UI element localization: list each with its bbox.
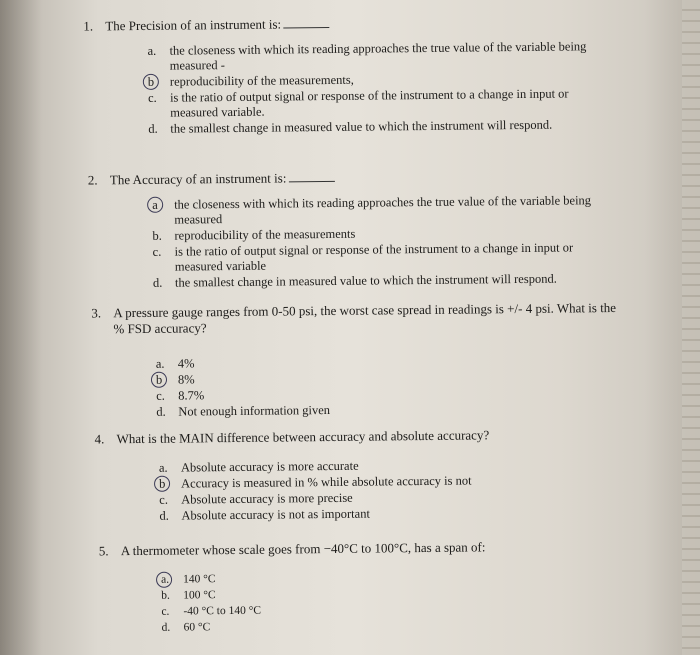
option-c: c. is the ratio of output signal or response of the instrument to a change in input or measured variable. [147,86,569,120]
option-c: c. Absolute accuracy is more precise [159,490,353,507]
option-a: a. the closeness with which its reading approaches the true value of the variable being measured - [147,39,587,73]
quiz-sheet [40,0,689,655]
question-number: 3. [91,305,102,321]
question-4 [95,426,626,526]
question-number: 4. [94,431,105,447]
option-d: d. Not enough information given [156,402,331,419]
option-d: d. 60 °C [161,621,211,634]
answer-blank [283,16,329,28]
question-number: 5. [98,543,109,559]
option-b: b Accuracy is measured in % while absolute accuracy is not [159,472,599,492]
option-c: c. -40 °C to 140 °C [161,604,262,618]
question-2 [88,167,649,293]
option-a: a. Absolute accuracy is more accurate [158,458,359,475]
option-b: b. 100 °C [161,589,216,602]
selected-answer-circle [143,74,159,90]
question-number: 1. [83,18,94,34]
selected-answer-circle [154,476,170,492]
option-d: d. Absolute accuracy is not as important [159,506,370,523]
option-d: d. the smallest change in measured value to which the instrument will respond. [152,271,557,290]
option-a: a. 4% [155,356,195,371]
selected-answer-circle [147,197,163,213]
answer-blank [288,170,334,182]
option-c: c. 8.7% [156,388,205,403]
option-a: a. 140 °C [161,570,461,588]
option-c: c. is the ratio of output signal or response of the instrument to a change in input or measured variable [152,240,574,274]
selected-answer-circle [156,572,172,588]
question-3 [91,300,622,422]
question-text: A pressure gauge ranges from 0-50 psi, the worst case spread in readings is +/- 4 psi. What is the % FSD accuracy? [113,299,617,337]
question-text: What is the MAIN difference between accuracy and absolute accuracy? [116,427,490,447]
option-b: b reproducibility of the measurements, [148,70,603,90]
option-b: b 8% [156,368,596,388]
question-text: The Precision of an instrument is: [105,16,282,34]
option-a: a the closeness with which its reading approaches the true value of the variable being measured [152,193,607,228]
option-d: d. the smallest change in measured value to which the instrument will respond. [148,117,553,136]
question-5 [99,538,620,637]
question-text: A thermometer whose scale goes from −40°C to 100°C, has a span of: [120,539,486,559]
selected-answer-circle [151,372,167,388]
question-text: The Accuracy of an instrument is: [109,170,287,188]
question-1 [83,13,644,139]
option-b: b. reproducibility of the measurements [152,226,356,243]
question-number: 2. [87,172,98,188]
